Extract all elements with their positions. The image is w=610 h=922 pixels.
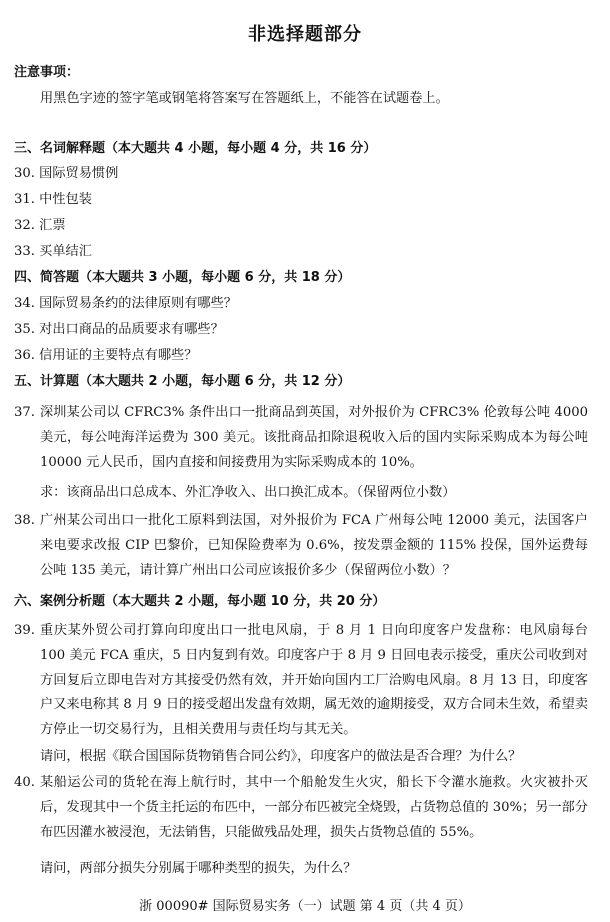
question-37-number: 37. (14, 405, 35, 420)
question-36: 36. 信用证的主要特点有哪些？ (14, 348, 198, 363)
section-6-heading: 六、案例分析题（本大题共 2 小题，每小题 10 分，共 20 分） (14, 594, 386, 609)
page-footer: 浙 00090# 国际贸易实务（一）试题 第 4 页（共 4 页） (139, 899, 471, 914)
question-30: 30. 国际贸易惯例 (14, 166, 119, 181)
question-35: 35. 对出口商品的品质要求有哪些？ (14, 322, 224, 337)
question-38-text: 广州某公司出口一批化工原料到法国，对外报价为 FCA 广州每公吨 12000 美元，法国客户来电要求改报 CIP 巴黎价，已知保险费率为 0.6%，按发票金额的 115% 投保，国外运费每公吨 135 美元，请计算广州出口公司应该报价多少（保留两位小数）？ (40, 513, 588, 578)
question-38-number: 38. (14, 513, 35, 528)
question-32: 32. 汇票 (14, 218, 66, 233)
question-37-ask: 求：该商品出口总成本、外汇净收入、出口换汇成本。（保留两位小数） (40, 485, 456, 500)
section-5-heading: 五、计算题（本大题共 2 小题，每小题 6 分，共 12 分） (14, 374, 351, 389)
section-4-heading: 四、简答题（本大题共 3 小题，每小题 6 分，共 18 分） (14, 270, 351, 285)
question-31: 31. 中性包装 (14, 192, 92, 207)
question-37-text: 深圳某公司以 CFRC3% 条件出口一批商品到英国，对外报价为 CFRC3% 伦敦每公吨 4000 美元，每公吨海洋运费为 300 美元。该批商品扣除退税收入后的国内实际采购成本为每公吨 10000 元人民币，国内直接和间接费用为实际采购成本的 10%。 (40, 405, 588, 470)
question-40-text: 某船运公司的货轮在海上航行时，其中一个船舱发生火灾，船长下令灌水施救。火灾被扑灭后，发现其中一个货主托运的布匹中，一部分布匹被完全烧毁，占货物总值的 30%；另一部分布匹因灌水被浸泡，无法销售，只能做残品处理，损失占货物总值的 55%。 (40, 775, 588, 840)
question-39-ask: 请问，根据《联合国国际货物销售合同公约》，印度客户的做法是否合理？为什么？ (40, 749, 522, 764)
question-39-number: 39. (14, 623, 35, 638)
notice-text: 用黑色字迹的签字笔或钢笔将答案写在答题纸上，不能答在试题卷上。 (40, 91, 449, 106)
question-40-number: 40. (14, 775, 35, 790)
question-34: 34. 国际贸易条约的法律原则有哪些？ (14, 296, 237, 311)
question-33: 33. 买单结汇 (14, 244, 92, 259)
page-title: 非选择题部分 (248, 24, 362, 45)
notice-heading: 注意事项： (14, 65, 80, 80)
section-3-heading: 三、名词解释题（本大题共 4 小题，每小题 4 分，共 16 分） (14, 141, 377, 156)
question-39-text: 重庆某外贸公司打算向印度出口一批电风扇，于 8 月 1 日向印度客户发盘称：电风扇每台 100 美元 FCA 重庆，5 日内复到有效。印度客户于 8 月 9 日回电表示接受，重庆公司收到对方回复后立即电告对方其接受仍然有效，并开始向国内工厂洽购电风扇。8 月 13 日，印度客户又来电称其 8 月 9 日的接受超出发盘有效期，属无效的逾期接受，双方合同未生效，希望卖方停止一切交易行为，且相关费用与责任均与其无关。 (40, 623, 588, 738)
question-40-ask: 请问，两部分损失分别属于哪种类型的损失，为什么？ (40, 861, 357, 876)
